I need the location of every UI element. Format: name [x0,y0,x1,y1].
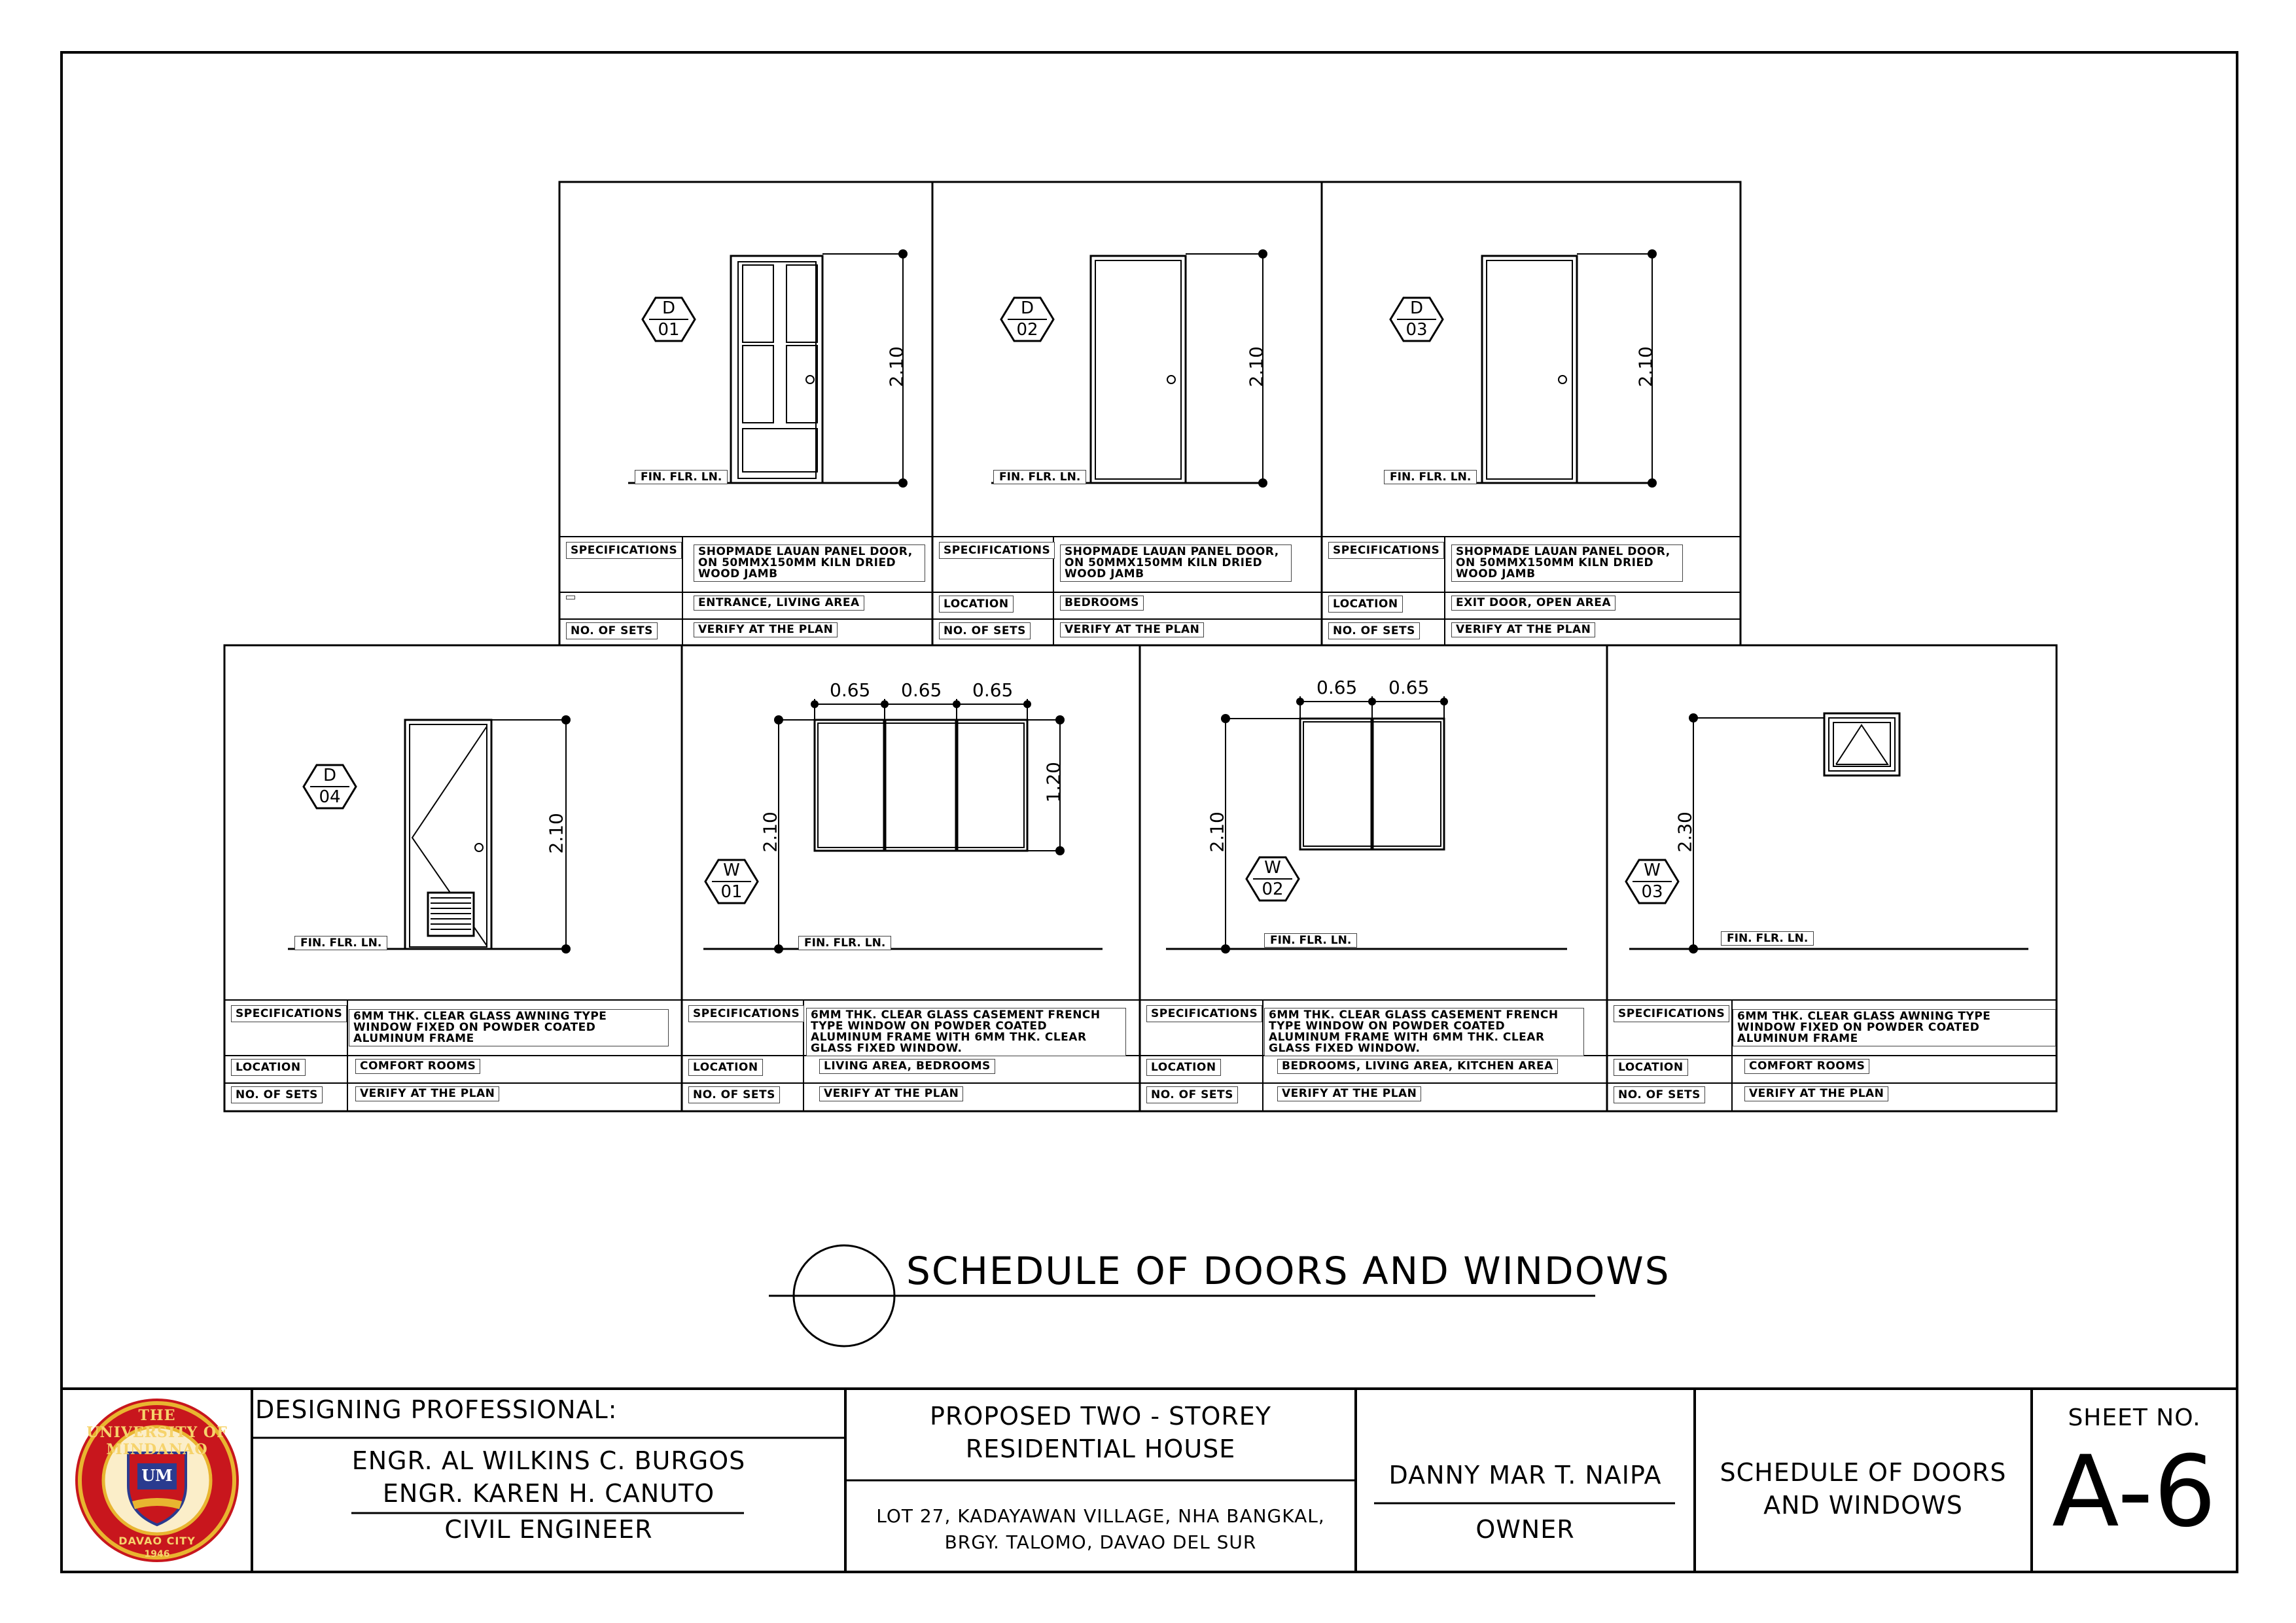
spec-value: 6MM THK. CLEAR GLASS CASEMENT FRENCH TYPE WINDOW ON POWDER COATED ALUMINUM FRAME WITH 6MM THK. CLEAR GLASS FIXED WINDOW. [1264,1008,1584,1056]
tag-letter: D [323,766,337,785]
designing-professional-label: DESIGNING PROFESSIONAL: [255,1395,618,1424]
dimension-height-label: 2.10 [1206,812,1228,853]
spec-label: SPECIFICATIONS [1614,1005,1729,1022]
logo-text-top: THE UNIVERSITY OF MINDANAO [86,1407,228,1458]
door-d03-elevation [1384,254,1652,483]
location-label: LOCATION [1614,1059,1688,1076]
dimension-height-label: 2.10 [759,812,781,853]
sets-value: VERIFY AT THE PLAN [355,1086,499,1101]
spec-label: SPECIFICATIONS [688,1005,804,1022]
spec-table-d02 [932,537,1322,645]
location-value: COMFORT ROOMS [1744,1059,1869,1074]
dimension-label: 2.10 [1245,346,1267,387]
floor-line-label: FIN. FLR. LN. [1264,933,1357,948]
engineer-1-name: ENGR. AL WILKINS C. BURGOS [351,1446,746,1475]
floor-line-label: FIN. FLR. LN. [798,936,891,950]
dim-dot [898,249,908,259]
spec-label: SPECIFICATIONS [939,542,1055,559]
tag-letter: D [1409,298,1424,318]
spec-table-w02 [1140,1000,1607,1111]
spec-table-w03 [1607,1000,2057,1111]
owner-name: DANNY MAR T. NAIPA [1388,1461,1662,1489]
tag-number: 02 [1262,880,1284,899]
spec-label: SPECIFICATIONS [1146,1005,1262,1022]
width-label: 0.65 [1316,677,1358,698]
location-value: BEDROOMS [1060,596,1144,611]
dimension-label: 2.10 [1634,346,1657,387]
sets-label: NO. OF SETS [688,1086,780,1103]
sets-value: VERIFY AT THE PLAN [1744,1086,1888,1101]
sheet-title-line-2: AND WINDOWS [1763,1491,1963,1520]
dim-dot [898,478,908,488]
width-label: 0.65 [830,679,871,701]
engineer-2-name: ENGR. KAREN H. CANUTO [382,1479,715,1508]
sets-label: NO. OF SETS [231,1086,323,1103]
location-value: EXIT DOOR, OPEN AREA [1451,596,1616,611]
tag-letter: D [1020,298,1034,318]
tag-letter: W [1264,858,1281,878]
sheet-no-label: SHEET NO. [2068,1404,2201,1431]
floor-line-label: FIN. FLR. LN. [294,936,387,950]
tag-letter: W [1644,861,1661,880]
sets-label: NO. OF SETS [1328,622,1420,639]
tag-number: 03 [1405,320,1428,340]
sets-label: NO. OF SETS [1614,1086,1705,1103]
spec-table-d03 [1322,537,1740,645]
door-d04-elevation [288,720,566,949]
spec-table-d04 [224,1000,682,1111]
sheet-number: A-6 [2052,1435,2217,1549]
sets-value: VERIFY AT THE PLAN [1451,622,1595,637]
sets-label: NO. OF SETS [566,622,658,639]
tag-number: 02 [1016,320,1038,340]
door-d02-elevation [991,254,1263,483]
spec-value: 6MM THK. CLEAR GLASS AWNING TYPE WINDOW FIXED ON POWDER COATED ALUMINUM FRAME [1733,1009,2056,1046]
tag-number: 01 [658,320,680,340]
location-value: COMFORT ROOMS [355,1059,480,1074]
location-label: LOCATION [1146,1059,1221,1076]
location-label: LOCATION [231,1059,306,1076]
sets-value: VERIFY AT THE PLAN [1277,1086,1421,1101]
floor-line-label: FIN. FLR. LN. [635,470,728,484]
location-value: LIVING AREA, BEDROOMS [819,1059,995,1074]
logo-text-bottom: DAVAO CITY [118,1535,196,1547]
spec-value: SHOPMADE LAUAN PANEL DOOR, ON 50MMX150MM KILN DRIED WOOD JAMB [694,544,925,582]
project-line-2: RESIDENTIAL HOUSE [965,1435,1236,1463]
tag-number: 04 [319,787,341,807]
spec-table-d01 [559,537,932,645]
tag-number: 03 [1641,882,1663,902]
spec-value: 6MM THK. CLEAR GLASS CASEMENT FRENCH TYPE WINDOW ON POWDER COATED ALUMINUM FRAME WITH 6MM THK. CLEAR GLASS FIXED WINDOW. [806,1008,1126,1056]
tag-number: 01 [720,882,743,902]
width-label: 0.65 [972,679,1014,701]
spec-table-w01 [682,1000,1140,1111]
door-d01-elevation [628,254,903,483]
owner-label: OWNER [1475,1515,1575,1544]
spec-value: 6MM THK. CLEAR GLASS AWNING TYPE WINDOW FIXED ON POWDER COATED ALUMINUM FRAME [349,1009,669,1046]
sets-value: VERIFY AT THE PLAN [1060,622,1204,637]
location-label: LOCATION [1328,596,1403,613]
spec-value: SHOPMADE LAUAN PANEL DOOR, ON 50MMX150MM KILN DRIED WOOD JAMB [1060,544,1292,582]
sheet-title-line-1: SCHEDULE OF DOORS [1720,1458,2007,1487]
spec-value: SHOPMADE LAUAN PANEL DOOR, ON 50MMX150MM KILN DRIED WOOD JAMB [1451,544,1683,582]
logo-year: 1946 [144,1549,170,1560]
width-label: 0.65 [901,679,942,701]
engineer-title: CIVIL ENGINEER [444,1515,653,1544]
spec-label: SPECIFICATIONS [1328,542,1444,559]
sheet-border [62,52,2237,1572]
floor-line-label: FIN. FLR. LN. [1384,470,1477,484]
floor-line-label: FIN. FLR. LN. [1721,931,1814,946]
dimension-label: 2.10 [545,813,567,854]
sets-label: NO. OF SETS [939,622,1031,639]
dimension-label: 2.10 [885,346,908,387]
location-label [566,596,575,599]
sets-label: NO. OF SETS [1146,1086,1238,1103]
tag-letter: W [723,861,740,880]
location-label: LOCATION [939,596,1014,613]
dimension-window-label: 1.20 [1042,762,1065,803]
floor-line-label: FIN. FLR. LN. [993,470,1086,484]
sets-value: VERIFY AT THE PLAN [694,622,838,637]
location-label: LOCATION [688,1059,763,1076]
location-value: ENTRANCE, LIVING AREA [694,596,864,611]
spec-label: SPECIFICATIONS [231,1005,347,1022]
spec-label: SPECIFICATIONS [566,542,682,559]
project-line-1: PROPOSED TWO - STOREY [930,1402,1271,1431]
address-line-2: BRGY. TALOMO, DAVAO DEL SUR [944,1531,1257,1553]
location-value: BEDROOMS, LIVING AREA, KITCHEN AREA [1277,1059,1558,1074]
address-line-1: LOT 27, KADAYAWAN VILLAGE, NHA BANGKAL, [876,1505,1325,1527]
tag-letter: D [662,298,676,318]
sets-value: VERIFY AT THE PLAN [819,1086,963,1101]
logo-initials: UM [141,1466,173,1485]
drawing-title: SCHEDULE OF DOORS AND WINDOWS [906,1249,1670,1293]
dimension-height-label: 2.30 [1674,812,1696,853]
width-label: 0.65 [1388,677,1430,698]
